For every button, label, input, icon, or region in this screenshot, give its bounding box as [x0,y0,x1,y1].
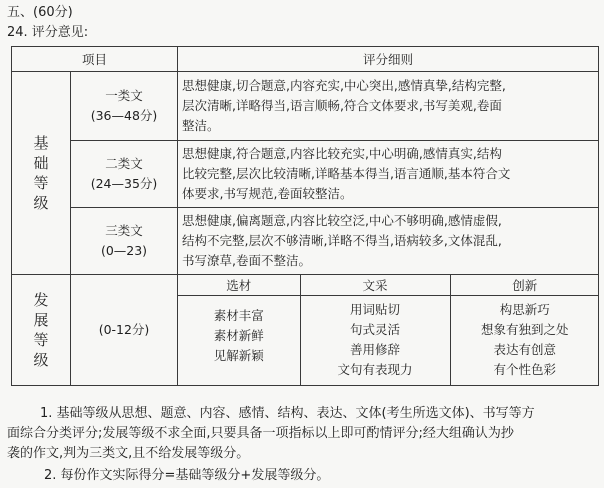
class-three: 三类文 (0—23) [71,208,178,275]
header-detail: 评分细则 [178,47,599,72]
note-1: 1. 基础等级从思想、题意、内容、感情、结构、表达、文体(考生所选文体)、书写等方 面综合分类评分;发展等级不求全面,只要具备一项指标以上即可酌情评分;经大组确认为抄 袭的作文,判为三类文,且不给发展等级分。 [7,406,535,461]
col-innovation: 创新 [450,275,599,296]
note-2: 2. 每份作文实际得分=基础等级分+发展等级分。 [44,468,330,483]
scoring-table [11,46,599,386]
table-row [12,275,599,386]
dev-range: (0-12分) [71,275,178,386]
dev-criteria [178,275,599,386]
dev-criteria-table [178,275,599,385]
dev-level-label: 发 展 等 级 [12,275,71,386]
table-row [12,72,599,141]
style-items: 用词贴切 句式灵活 善用修辞 文句有表现力 [300,296,450,386]
table-header-row [12,47,599,72]
header-item: 项目 [12,47,178,72]
table-row [12,208,599,275]
class-two: 二类文 (24—35分) [71,141,178,208]
col-style: 文采 [300,275,450,296]
col-material: 选材 [178,275,300,296]
class-three-detail: 思想健康,偏离题意,内容比较空泛,中心不够明确,感情虚假, 结构不完整,层次不够清晰,详略不得当,语病较多,文体混乱, 书写潦草,卷面不整洁。 [178,208,599,275]
table-row [12,141,599,208]
class-one-detail: 思想健康,切合题意,内容充实,中心突出,感情真挚,结构完整, 层次清晰,详略得当,语言顺畅,符合文体要求,书写美观,卷面 整洁。 [178,72,599,141]
class-two-detail: 思想健康,符合题意,内容比较充实,中心明确,感情真实,结构 比较完整,层次比较清晰,详略基本得当,语言通顺,基本符合文 体要求,书写规范,卷面较整洁。 [178,141,599,208]
material-items: 素材丰富 素材新鲜 见解新颖 [213,308,264,363]
section-heading: 五、(60分) [7,5,73,20]
innovation-items: 构思新巧 想象有独到之处 表达有创意 有个性色彩 [450,296,599,386]
question-heading: 24. 评分意见: [7,25,89,40]
class-one: 一类文 (36—48分) [71,72,178,141]
basic-level-label: 基 础 等 级 [12,72,71,275]
